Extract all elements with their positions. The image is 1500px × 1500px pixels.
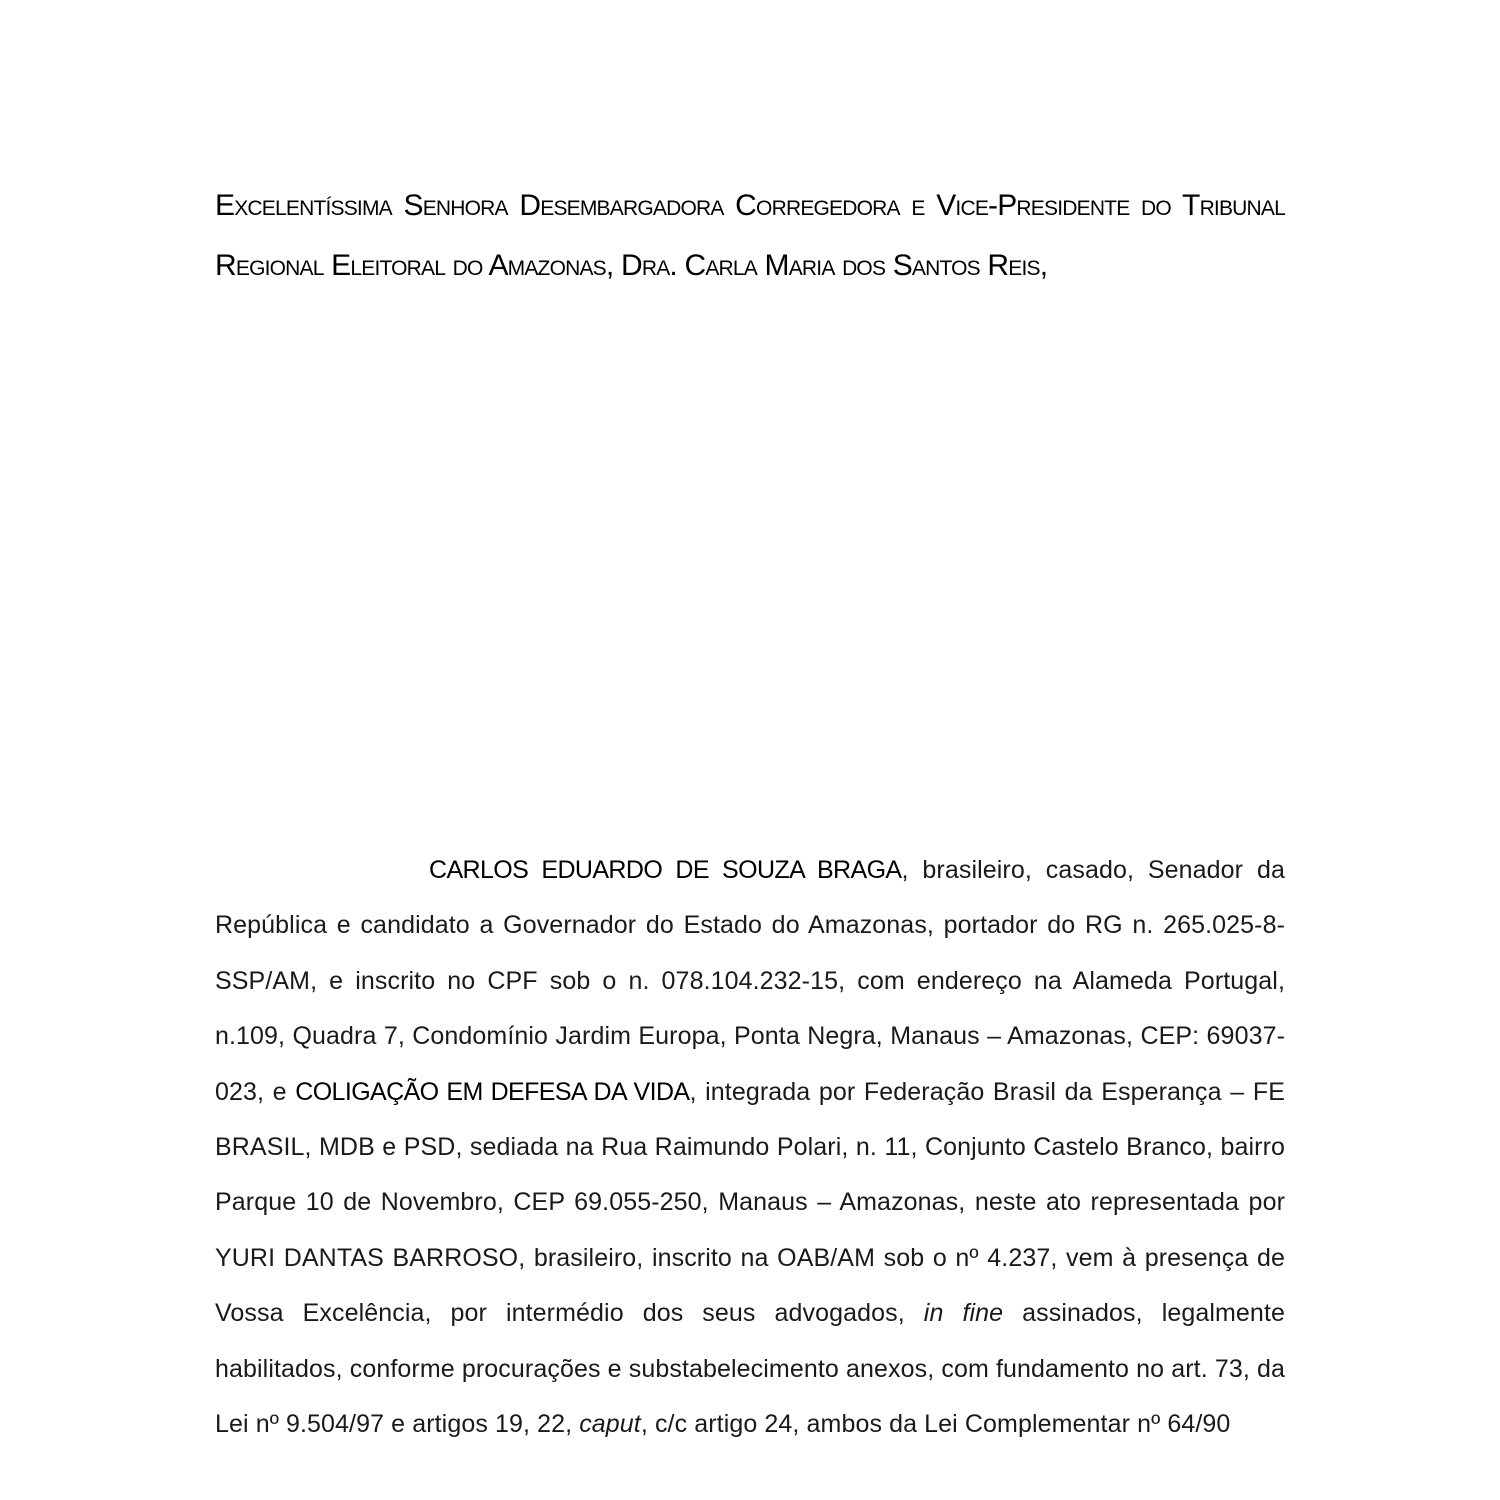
address-heading: Excelentíssima Senhora Desembargadora Corregedora e Vice-Presidente do Tribunal Regional Eleitoral do Amazonas, Dra. Carla Maria dos Santos Reis, — [215, 189, 1285, 282]
paragraph-text-4: , c/c artigo 24, ambos da Lei Complementar nº 64/90 — [640, 1410, 1231, 1439]
opening-paragraph — [215, 843, 1285, 1452]
paragraph-text-2: , integrada por Federação Brasil da Esperança – FE BRASIL, MDB e PSD, sediada na Rua Raimundo Polari, n. 11, Conjunto Castelo Branco, bairro Parque 10 de Novembro, CEP 69.055-250, Manaus – Amazonas, neste ato representada por YURI DANTAS BARROSO, brasileiro, inscrito na OAB/AM sob o nº 4.237, vem à presença de Vossa Excelência, por intermédio dos seus advogados, — [215, 1077, 1285, 1328]
italic-caput: caput — [579, 1410, 641, 1439]
paragraph-text-1: , brasileiro, casado, Senador da República e candidato a Governador do Estado do Amazonas, portador do RG n. 265.025-8-SSP/AM, e inscrito no CPF sob o n. 078.104.232-15, com endereço na Alameda Portugal, n.109, Quadra 7, Condomínio Jardim Europa, Ponta Negra, Manaus – Amazonas, CEP: 69037-023, e — [215, 856, 1285, 1106]
plaintiff-name: CARLOS EDUARDO DE SOUZA BRAGA — [429, 856, 902, 884]
coalition-name: COLIGAÇÃO EM DEFESA DA VIDA — [295, 1077, 690, 1106]
paragraph-text-3: assinados, legalmente habilitados, conforme procurações e substabelecimento anexos, com fundamento no art. 73, da Lei nº 9.504/97 e artigos 19, 22, — [215, 1299, 1285, 1439]
italic-in-fine: in fine — [923, 1299, 1004, 1328]
